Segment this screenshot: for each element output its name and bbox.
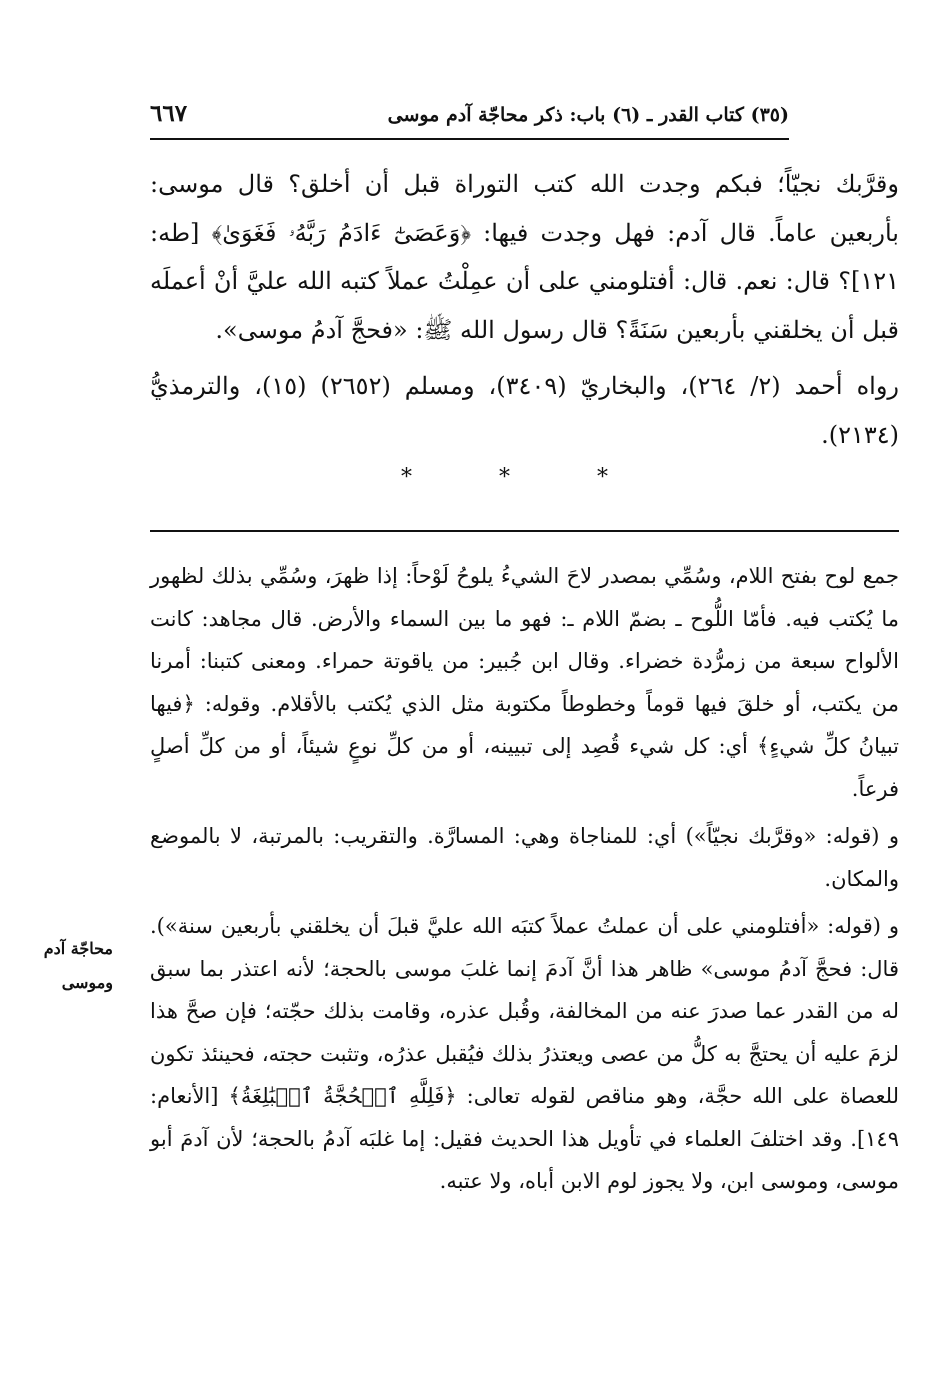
hadith-paragraph: وقرَّبك نجيّاً؛ فبكم وجدت الله كتب التوراة قبل أن أخلق؟ قال موسى: بأربعين عاماً. قال آدم: فهل وجدت فيها: ﴿وَعَصَىٰٓ ءَادَمُ رَبَّهُۥ فَغَوَىٰ﴾ [طه: ١٢١]؟ قال: نعم. قال: أفتلومني على أن عمِلْتُ عملاً كتبه الله عليَّ أنْ أعملَه قبل أن يخلقني بأربعين سَنَةً؟ قال رسول الله ﷺ: «فحجَّ آدمُ موسى». (150, 170, 899, 344)
running-title: (٣٥) كتاب القدر ـ (٦) باب: ذكر محاجّة آدم موسى (387, 104, 789, 126)
commentary (150, 555, 899, 1208)
page-header (150, 98, 789, 138)
commentary-paragraph-2: و (قوله: «وقرَّبك نجيّاً») أي: للمناجاة وهي: المسارَّة. والتقريب: بالمرتبة، لا بالموضع والمكان. (150, 824, 899, 891)
section-separator: * * * (401, 465, 648, 490)
header-rule (150, 138, 789, 140)
main-text (150, 160, 899, 459)
commentary-paragraph-3: و (قوله: «أفتلومني على أن عملتُ عملاً كتبَه الله عليَّ قبلَ أن يخلقني بأربعين سنة»). قال: فحجَّ آدمُ موسى» ظاهر هذا أنَّ آدمَ إنما غلبَ موسى بالحجة؛ لأنه اعتذر بما سبق له من القدر عما صدرَ عنه من المخالفة، وقُبل عذره، وقامت بذلك حجّته؛ فإن صحَّ هذا لزمَ عليه أن يحتجَّ به كلُّ من عصى ويعتذرُ بذلك فيُقبل عذرُه، وتثبت حجته، فحينئذ تكون للعصاة على الله حجَّة، وهو مناقص لقوله تعالى: ﴿فَلِلَّهِ ٱلۡحُجَّةُ ٱلۡبَٰلِغَةُ﴾ [الأنعام: ١٤٩]. وقد اختلفَ العلماء في تأويل هذا الحديث فقيل: إما غلبَه آدمُ بالحجة؛ لأن آدمَ أبو موسى، وموسى ابن، ولا يجوز لوم الابن أباه، ولا عتبه. (150, 914, 899, 1193)
page-number: ٦٦٧ (150, 100, 188, 127)
commentary-paragraph-1: جمع لوح بفتح اللام، وسُمِّي بمصدر لاحَ الشيءُ يلوحُ لَوْحاً: إذا ظهرَ، وسُمِّي بذلك لظهور ما يُكتب فيه. فأمّا اللُّوح ـ بضمّ اللام ـ: فهو ما بين السماء والأرض. قال مجاهد: كانت الألواح سبعة من زمرُّدة خضراء. وقال ابن جُبير: من ياقوتة حمراء. ومعنى كتبنا: أمرنا من يكتب، أو خلقَ فيها قوماً وخطوطاً مكتوبة مثل الذي يُكتب بالأقلام. وقوله: ﴿فيها تبيانُ كلِّ شيءٍ﴾ أي: كل شيء قُصِد إلى تبيينه، أو من كلِّ نوعٍ شيئاً، أو من كلِّ أصلٍ فرعاً. (150, 564, 899, 801)
margin-heading: محاجّة آدم وموسى (43, 939, 113, 992)
footnote-rule (150, 530, 899, 532)
hadith-reference: رواه أحمد (٢/ ٢٦٤)، والبخاريّ (٣٤٠٩)، ومسلم (٢٦٥٢) (١٥)، والترمذيُّ (٢١٣٤). (150, 372, 899, 449)
